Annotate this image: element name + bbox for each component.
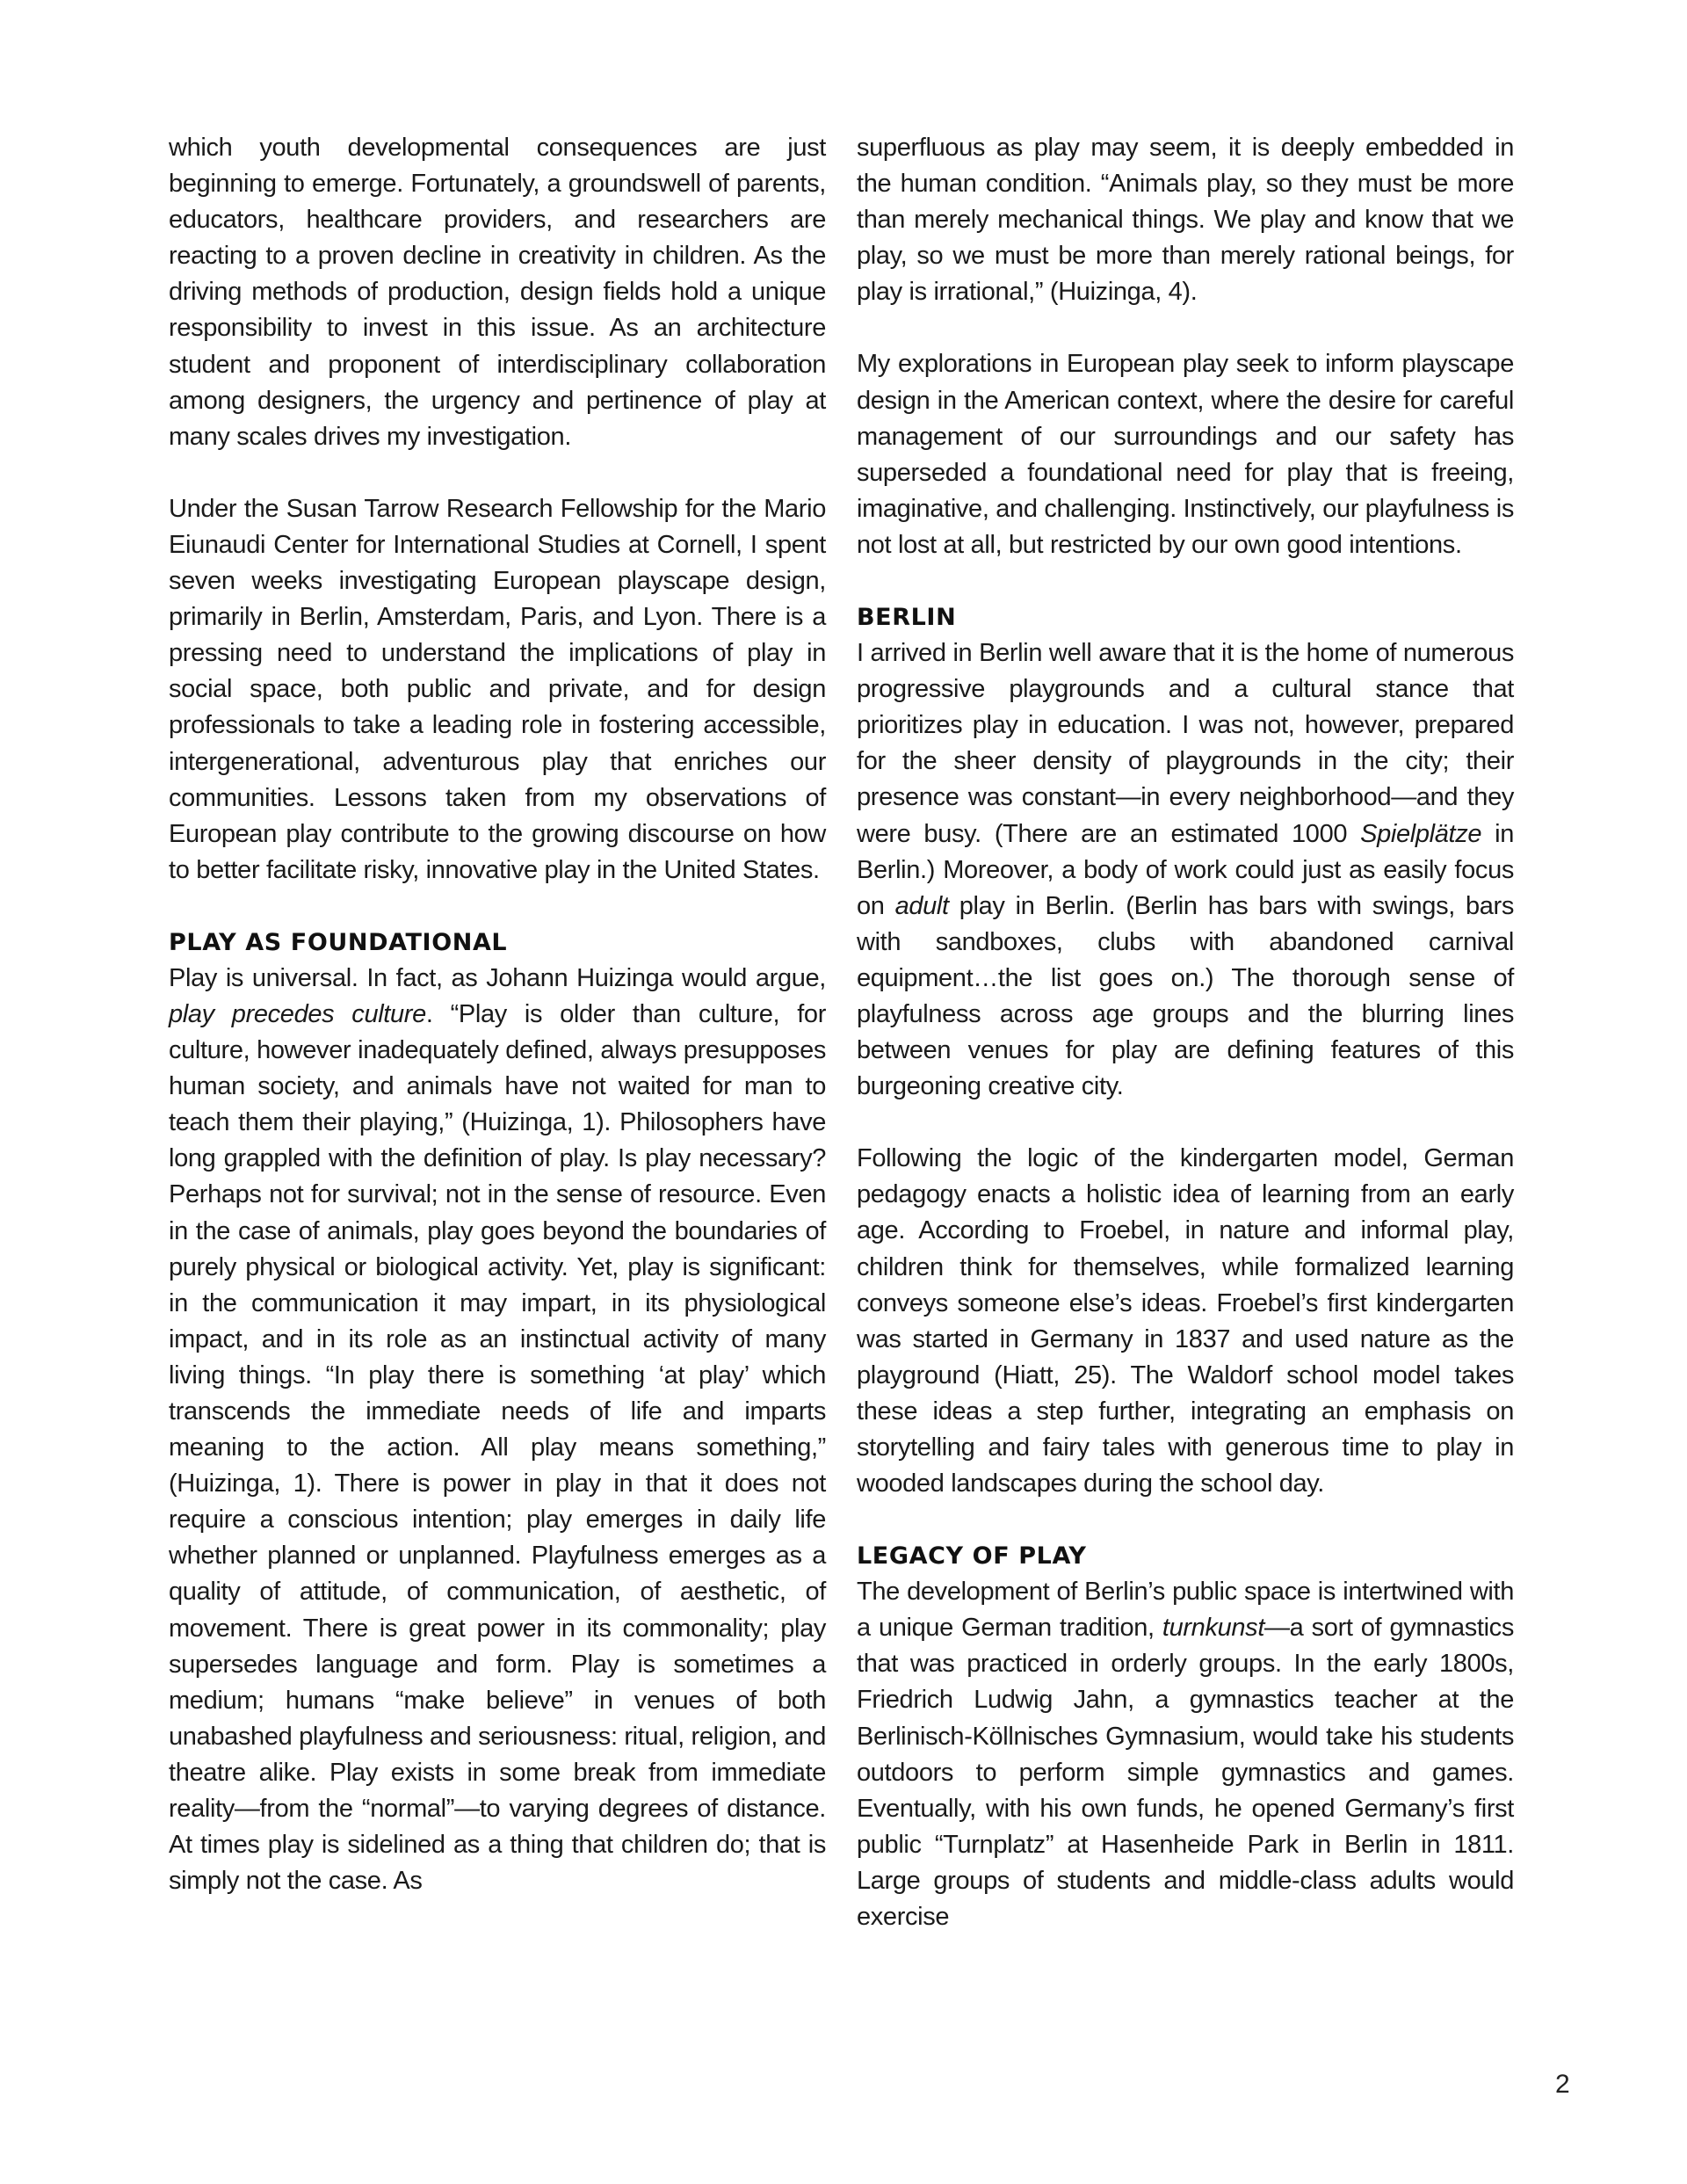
page-number: 2 xyxy=(1555,2070,1570,2099)
italic-adult: adult xyxy=(894,891,949,920)
heading-berlin: BERLIN xyxy=(857,604,957,632)
left-column xyxy=(169,130,826,1935)
paragraph-arrived-berlin xyxy=(857,635,1514,1105)
paragraph-fellowship: Under the Susan Tarrow Research Fellowship for the Mario Eiunaudi Center for International Studies at Cornell, I spent seven weeks investigating European playscape design, primarily in Berlin, Amsterdam, Paris, and Lyon. There is a pressing need to understand the implications of play in social space, both public and private, and for design professionals to take a leading role in fostering accessible, intergenerational, adventurous play that enriches our communities. Lessons taken from my observations of European play contribute to the growing discourse on how to better facilitate risky, innovative play in the United States. xyxy=(169,494,826,884)
text-run: . “Play is older than culture, for culture, however inadequately defined, always presupposes human society, and animals have not waited for man to teach them their playing,” (Huizinga, 1). Philosophers have long grappled with the definition of play. Is play necessary? Perhaps not for survival; not in the sense of resource. Even in the case of animals, play goes beyond the boundaries of purely physical or biological activity. Yet, play is significant: in the communication it may impart, in its physiological impact, and in its role as an instinctual activity of many living things. “In play there is something ‘at play’ which transcends the immediate needs of life and imparts meaning to the action. All play means something,” (Huizinga, 1). There is power in play in that it does not require a conscious intention; play emerges in daily life whether planned or unplanned. Playfulness emerges as a quality of attitude, of communication, of aesthetic, of movement. There is great power in its commonality; play supersedes language and form. Play is sometimes a medium; humans “make believe” in venues of both unabashed playfulness and seriousness: ritual, religion, and theatre alike. Play exists in some break from immediate reality—from the “normal”—to varying degrees of distance. At times play is sidelined as a thing that children do; that is simply not the case. As xyxy=(169,999,826,1896)
right-column xyxy=(857,130,1514,1971)
italic-play-precedes-culture: play precedes culture xyxy=(169,999,426,1028)
text-run: in Berlin.) Moreover, a body of work could just as easily focus on xyxy=(857,819,1514,920)
italic-spielplatze: Spielplätze xyxy=(1360,819,1482,848)
text-run: play in Berlin. (Berlin has bars with swings, bars with sandboxes, clubs with abandoned carnival equipment…the list goes on.) The thorough sense of playfulness across age groups and the blurring lines between venues for play are defining features of this burgeoning creative city. xyxy=(857,891,1514,1101)
paragraph-play-universal xyxy=(169,961,826,1899)
paragraph-superfluous: superfluous as play may seem, it is deeply embedded in the human condition. “Animals play, so they must be more than merely mechanical things. We play and know that we play, so we must be more than merely rational beings, for play is irrational,” (Huizinga, 4). xyxy=(857,134,1514,307)
paragraph-explorations: My explorations in European play seek to inform playscape design in the American context, where the desire for careful management of our surroundings and our safety has superseded a foundational need for play that is freeing, imaginative, and challenging. Instinctively, our playfulness is not lost at all, but restricted by our own good intentions. xyxy=(857,350,1514,559)
paragraph-turnkunst xyxy=(857,1574,1514,1935)
heading-play-as-foundational: PLAY AS FOUNDATIONAL xyxy=(169,928,508,956)
paragraph-kindergarten: Following the logic of the kindergarten model, German pedagogy enacts a holistic idea of learning from an early age. According to Froebel, in nature and informal play, children think for themselves, while formalized learning conveys someone else’s ideas. Froebel’s first kindergarten was started in Germany in 1837 and used nature as the playground (Hiatt, 25). The Waldorf school model takes these ideas a step further, integrating an emphasis on storytelling and fairy tales with generous time to play in wooded landscapes during the school day. xyxy=(857,1144,1514,1498)
text-run: The development of Berlin’s public space is intertwined with a unique German tradition, xyxy=(857,1578,1514,1643)
text-run: Play is universal. In fact, as Johann Huizinga would argue, xyxy=(169,963,826,992)
heading-legacy-of-play: LEGACY OF PLAY xyxy=(857,1542,1087,1571)
paragraph-youth-consequences: which youth developmental consequences are just beginning to emerge. Fortunately, a groundswell of parents, educators, healthcare providers, and researchers are reacting to a proven decline in creativity in children. As the driving methods of production, design fields hold a unique responsibility to invest in this issue. As an architecture student and proponent of interdisciplinary collaboration among designers, the urgency and pertinence of play at many scales drives my investigation. xyxy=(169,134,826,451)
text-run: I arrived in Berlin well aware that it is the home of numerous progressive playgrounds and a cultural stance that prioritizes play in education. I was not, however, prepared for the sheer density of playgrounds in the city; their presence was constant—in every neighborhood—and they were busy. (There are an estimated 1000 xyxy=(857,639,1514,848)
italic-turnkunst: turnkunst xyxy=(1162,1614,1265,1643)
text-run: —a sort of gymnastics that was practiced in orderly groups. In the early 1800s, Friedrich Ludwig Jahn, a gymnastics teacher at the Berlinisch-Köllnisches Gymnasium, would take his students outdoors to perform simple gymnastics and games. Eventually, with his own funds, he opened Germany’s first public “Turnplatz” at Hasenheide Park in Berlin in 1811. Large groups of students and middle-class adults would exercise xyxy=(857,1614,1514,1932)
